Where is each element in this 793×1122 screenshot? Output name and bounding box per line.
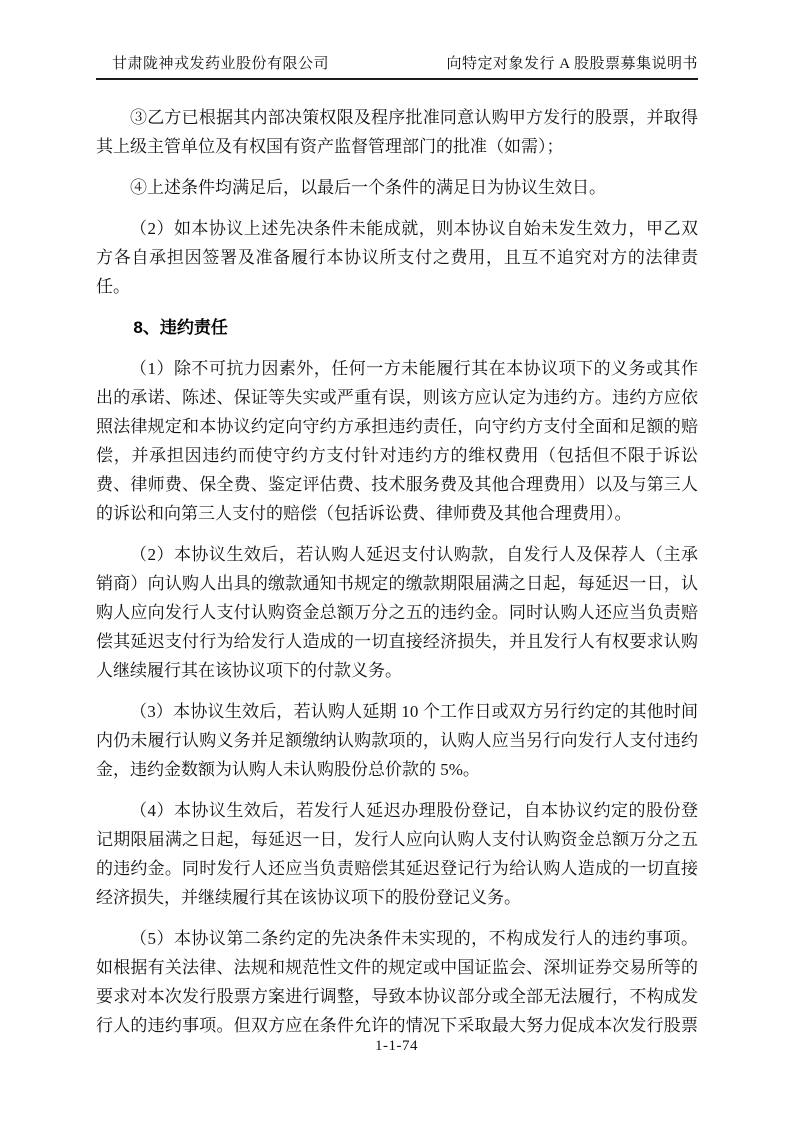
paragraph-breach-3: （3）本协议生效后，若认购人延期 10 个工作日或双方另行约定的其他时间内仍未履行认购义务并足额缴纳认购款项的，认购人应当另行向发行人支付违约金，违约金数额为认购人未认购股份总价款的 5%。 xyxy=(96,702,698,779)
paragraph-condition-4: ④上述条件均满足后，以最后一个条件的满足日为协议生效日。 xyxy=(130,178,606,197)
paragraph-breach-5: （5）本协议第二条约定的先决条件未实现的，不构成发行人的违约事项。如根据有关法律、法规和规范性文件的规定或中国证监会、深圳证券交易所等的要求对本次发行股票方案进行调整，导致本协议部分或全部无法履行，不构成发行人的违约事项。但双方应在条件允许的情况下采取最大努力促成本次发行股票 xyxy=(96,929,698,1035)
header-divider xyxy=(96,78,698,80)
header-company-name: 甘肃陇神戎发药业股份有限公司 xyxy=(112,56,330,72)
page-header xyxy=(96,54,698,80)
header-row xyxy=(96,54,698,78)
paragraph-condition-3: ③乙方已根据其内部决策权限及程序批准同意认购甲方发行的股票，并取得其上级主管单位及有权国有资产监督管理部门的批准（如需）； xyxy=(96,108,698,156)
paragraph-breach-2: （2）本协议生效后，若认购人延迟支付认购款，自发行人及保荐人（主承销商）向认购人出具的缴款通知书规定的缴款期限届满之日起，每延迟一日，认购人应向发行人支付认购资金总额万分之五的违约金。同时认购人还应当负责赔偿其延迟支付行为给发行人造成的一切直接经济损失，并且发行人有权要求认购人继续履行其在该协议项下的付款义务。 xyxy=(96,545,698,680)
section-heading-breach-liability: 8、违约责任 xyxy=(133,318,228,337)
paragraph-conditions-failure: （2）如本协议上述先决条件未能成就，则本协议自始未发生效力，甲乙双方各自承担因签署及准备履行本协议所支付之费用，且互不追究对方的法律责任。 xyxy=(96,219,698,296)
document-body xyxy=(96,103,698,1040)
page-footer xyxy=(0,1038,793,1055)
paragraph-breach-4: （4）本协议生效后，若发行人延迟办理股份登记，自本协议约定的股份登记期限届满之日起，每延迟一日，发行人应向认购人支付认购资金总额万分之五的违约金。同时发行人还应当负责赔偿其延迟登记行为给认购人造成的一切直接经济损失，并继续履行其在该协议项下的股份登记义务。 xyxy=(96,801,698,907)
paragraph-breach-1: （1）除不可抗力因素外，任何一方未能履行其在本协议项下的义务或其作出的承诺、陈述、保证等失实或严重有误，则该方应认定为违约方。违约方应依照法律规定和本协议约定向守约方承担违约责任，向守约方支付全面和足额的赔偿，并承担因违约而使守约方支付针对违约方的维权费用（包括但不限于诉讼费、律师费、保全费、鉴定评估费、技术服务费及其他合理费用）以及与第三人的诉讼和向第三人支付的赔偿（包括诉讼费、律师费及其他合理费用）。 xyxy=(96,359,698,523)
header-doc-title: 向特定对象发行 A 股股票募集说明书 xyxy=(446,56,698,72)
page-number: 1-1-74 xyxy=(375,1038,418,1054)
